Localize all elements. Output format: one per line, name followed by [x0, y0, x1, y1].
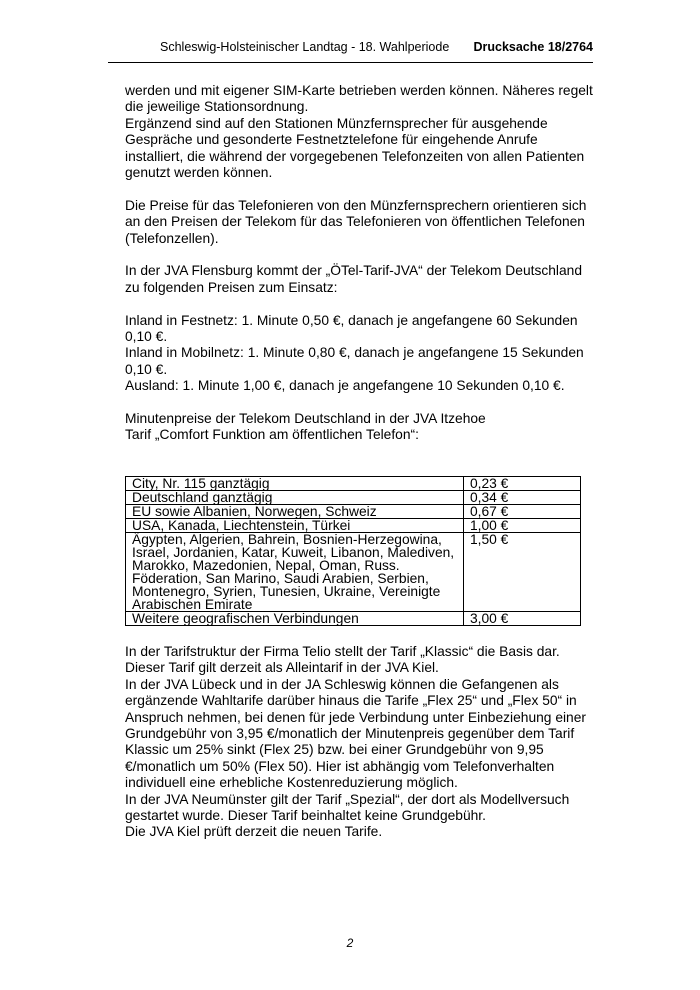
document-body	[125, 83, 595, 841]
tariff-line: Inland in Mobilnetz: 1. Minute 0,80 €, danach je angefangene 15 Sekunden 0,10 €.	[125, 345, 584, 377]
table-row	[126, 532, 581, 611]
tariff-table	[125, 476, 581, 626]
destination-cell: City, Nr. 115 ganztägig	[126, 476, 464, 490]
paragraph: In der Tarifstruktur der Firma Telio stellt der Tarif „Klassic“ die Basis dar.	[125, 643, 560, 659]
destination-cell: USA, Kanada, Liechtenstein, Türkei	[126, 518, 464, 532]
price-cell: 3,00 €	[464, 611, 581, 625]
paragraph-flensburg: In der JVA Flensburg kommt der „ÖTel-Tarif-JVA“ der Telekom Deutschland zu folgenden Preisen zum Einsatz:	[125, 263, 582, 295]
destination-cell: EU sowie Albanien, Norwegen, Schweiz	[126, 504, 464, 518]
price-cell: 1,50 €	[464, 532, 581, 611]
table-row	[126, 504, 581, 518]
paragraph: Die JVA Kiel prüft derzeit die neuen Tarife.	[125, 824, 383, 840]
price-cell: 0,23 €	[464, 476, 581, 490]
page-header	[108, 40, 593, 63]
table-row	[126, 518, 581, 532]
destination-cell: Ägypten, Algerien, Bahrein, Bosnien-Herzegowina, Israel, Jordanien, Katar, Kuweit, Libanon, Malediven, Marokko, Mazedonien, Nepal, Oman, Russ. Föderation, San Marino, Saudi Arabien, Serbien, Montenegro, Syrien, Tunesien, Ukraine, Vereinigte Arabischen Emirate	[126, 532, 464, 611]
paragraph: In der JVA Lübeck und in der JA Schleswig können die Gefangenen als ergänzende Wahltarife darüber hinaus die Tarife „Flex 25“ und „Flex 50“ in Anspruch nehmen, bei denen für jede Verbindung unter Einbeziehung einer Grundgebühr von 3,95 €/monatlich der Minutenpreis gegenüber dem Tarif Klassic um 25% sinkt (Flex 25) bzw. bei einer Grundgebühr von 9,95 €/monatlich um 50% (Flex 50). Hier ist abhängig vom Telefonverhalten individuell eine erhebliche Kostenreduzierung möglich.	[125, 676, 586, 791]
destination-cell: Deutschland ganztägig	[126, 490, 464, 504]
itzehoe-line: Minutenpreise der Telekom Deutschland in der JVA Itzehoe	[125, 411, 486, 427]
paragraph-prices: Die Preise für das Telefonieren von den Münzfernsprechern orientieren sich an den Preisen der Telekom für das Telefonieren von öffentlichen Telefonen (Telefonzellen).	[125, 197, 587, 246]
tariff-line: Inland in Festnetz: 1. Minute 0,50 €, danach je angefangene 60 Sekunden 0,10 €.	[125, 312, 578, 345]
table-row	[126, 476, 581, 490]
paragraph: werden und mit eigener SIM-Karte betrieben werden können. Näheres regelt die jeweilige Stationsordnung.	[125, 83, 593, 115]
paragraph: In der JVA Neumünster gilt der Tarif „Spezial“, der dort als Modellversuch gestartet wurde. Dieser Tarif beinhaltet keine Grundgebühr.	[125, 791, 570, 823]
price-cell: 0,67 €	[464, 504, 581, 518]
table-row	[126, 490, 581, 504]
header-title: Schleswig-Holsteinischer Landtag - 18. Wahlperiode	[160, 40, 450, 54]
paragraph: Ergänzend sind auf den Stationen Münzfernsprecher für ausgehende Gespräche und gesonderte Festnetztelefone für eingehende Anrufe installiert, die während der vorgegebenen Telefonzeiten von allen Patienten genutzt werden können.	[125, 115, 585, 181]
page-number: 2	[346, 936, 354, 950]
destination-cell: Weitere geografischen Verbindungen	[126, 611, 464, 625]
table-row	[126, 611, 581, 625]
paragraph: Dieser Tarif gilt derzeit als Alleintarif in der JVA Kiel.	[125, 660, 439, 676]
price-cell: 0,34 €	[464, 490, 581, 504]
price-cell: 1,00 €	[464, 518, 581, 532]
tariff-line: Ausland: 1. Minute 1,00 €, danach je angefangene 10 Sekunden 0,10 €.	[125, 378, 565, 394]
itzehoe-line: Tarif „Comfort Funktion am öffentlichen Telefon“:	[125, 427, 419, 443]
document-number: Drucksache 18/2764	[473, 40, 593, 54]
